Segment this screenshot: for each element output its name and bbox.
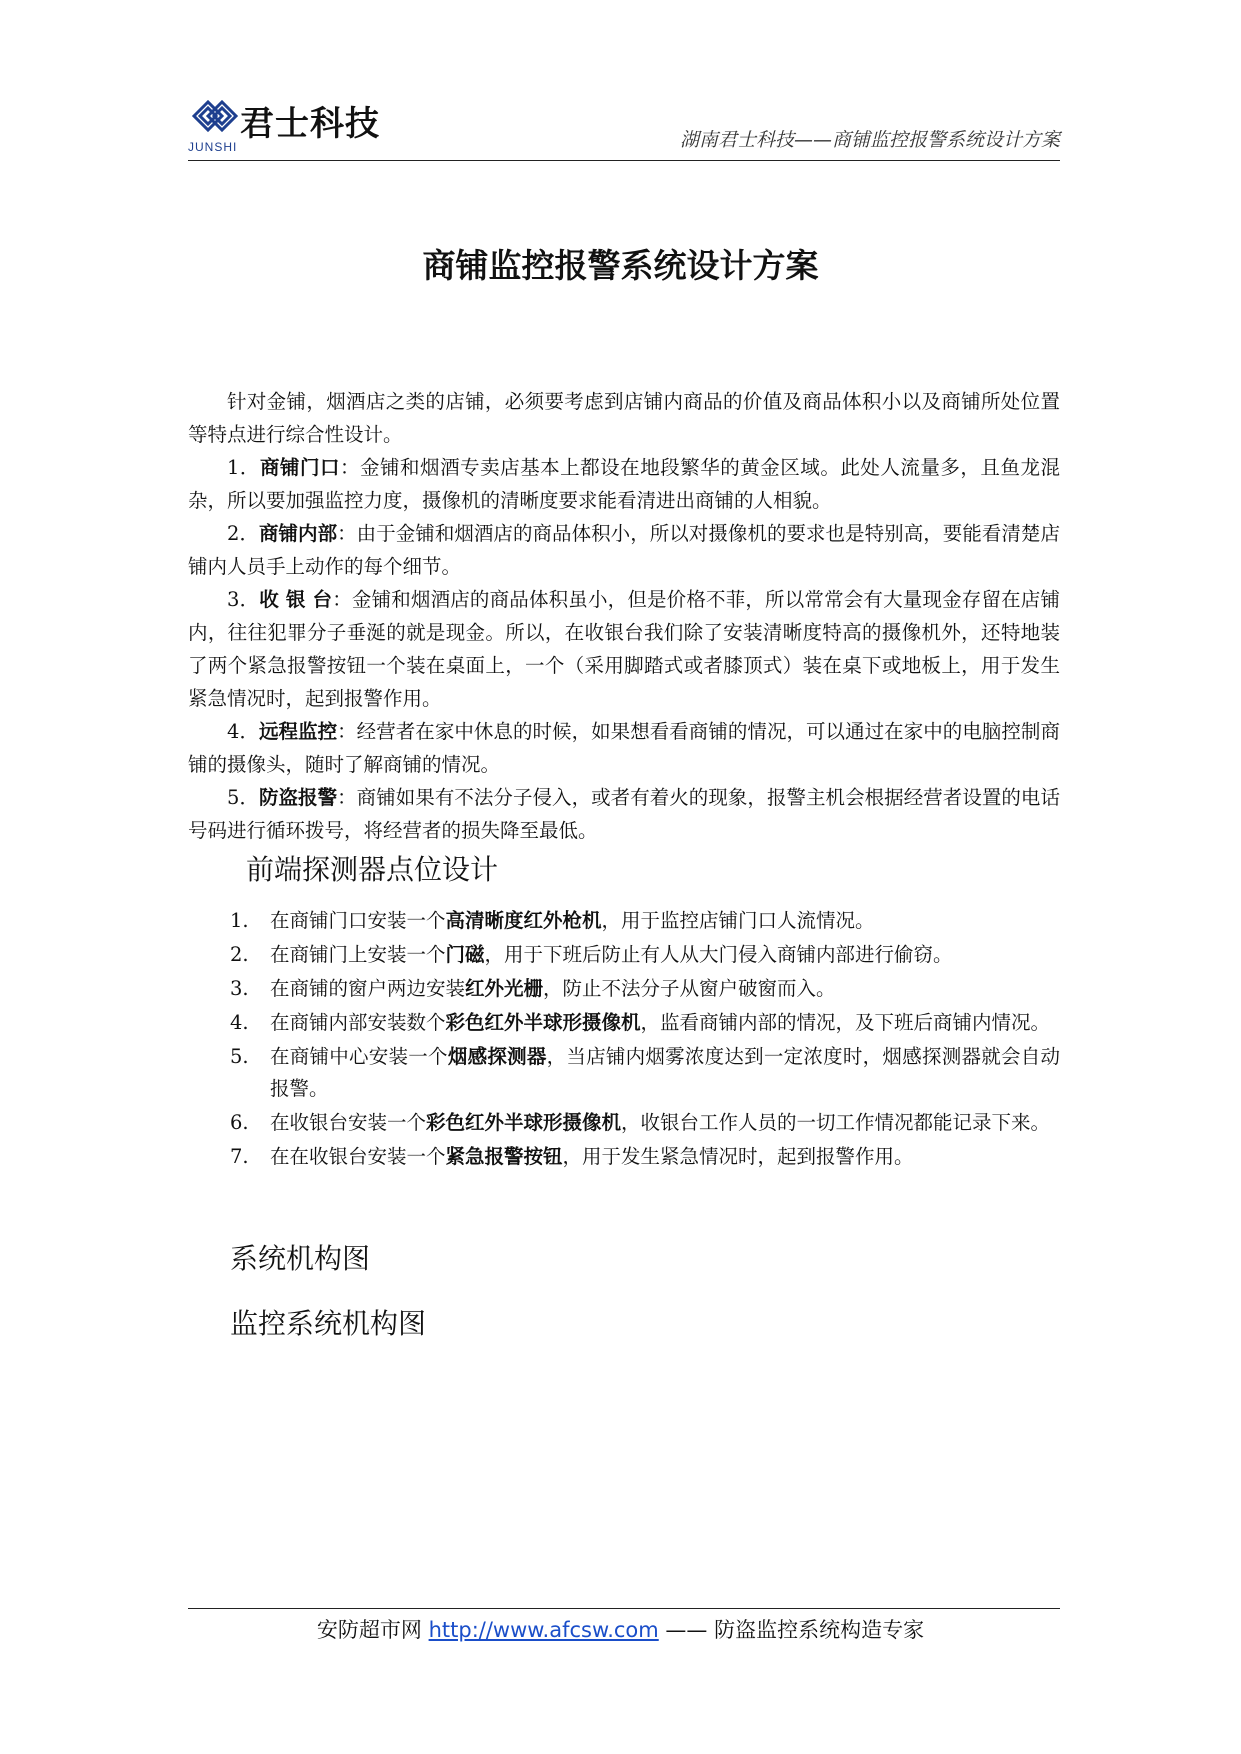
list-item-text: ，监看商铺内部的情况，及下班后商铺内情况。 [640, 1011, 1051, 1034]
feature-point [188, 451, 1060, 517]
list-item-number: 4. [230, 1011, 249, 1034]
list-item-text: ，收银台工作人员的一切工作情况都能记录下来。 [621, 1111, 1051, 1134]
list-item-number: 5. [230, 1045, 249, 1068]
feature-point-text: ：金铺和烟酒店的商品体积虽小，但是价格不菲，所以常常会有大量现金存留在店铺内，往往犯罪分子垂涎的就是现金。所以，在收银台我们除了安装清晰度特高的摄像机外，还特地装了两个紧急报警按钮一个装在桌面上，一个（采用脚踏式或者膝顶式）装在桌下或地板上，用于发生紧急情况时，起到报警作用。 [188, 588, 1060, 710]
footer-suffix: —— 防盗监控系统构造专家 [658, 1618, 925, 1642]
junshi-logo-icon [188, 92, 242, 142]
list-item [230, 905, 1060, 937]
list-item-device: 彩色红外半球形摄像机 [426, 1111, 622, 1134]
list-item-text: 在收银台安装一个 [270, 1111, 427, 1134]
feature-point-label: 商铺门口 [259, 456, 340, 479]
list-item-number: 2. [230, 943, 249, 966]
list-item-device: 烟感探测器 [447, 1045, 547, 1068]
intro-section [188, 385, 1060, 847]
logo-chinese-name: 君士科技 [240, 104, 380, 144]
feature-point [188, 583, 1060, 715]
list-item-text: 在在收银台安装一个 [270, 1145, 446, 1168]
feature-point [188, 715, 1060, 781]
list-item-device: 紧急报警按钮 [445, 1145, 563, 1168]
list-item-number: 1. [230, 909, 249, 932]
feature-points [188, 451, 1060, 847]
footer-link[interactable]: http://www.afcsw.com [428, 1618, 659, 1642]
section-heading-detectors: 前端探测器点位设计 [246, 853, 499, 886]
list-item-text: 在商铺门上安装一个 [270, 943, 446, 966]
list-item-text: 在商铺的窗户两边安装 [270, 977, 466, 1000]
section-heading-monitoring-diagram: 监控系统机构图 [230, 1307, 427, 1340]
company-logo [188, 92, 418, 156]
feature-point-label: 商铺内部 [258, 522, 338, 545]
list-item-text: ，用于发生紧急情况时，起到报警作用。 [562, 1145, 914, 1168]
feature-point-number: 2． [227, 522, 259, 545]
list-item-text: ，用于监控店铺门口人流情况。 [601, 909, 875, 932]
page-footer [0, 1614, 1241, 1644]
list-item-text: ，用于下班后防止有人从大门侵入商铺内部进行偷窃。 [484, 943, 953, 966]
list-item-text: ，防止不法分子从窗户破窗而入。 [543, 977, 836, 1000]
list-item [230, 1041, 1060, 1105]
feature-point [188, 781, 1060, 847]
feature-point-text: ：经营者在家中休息的时候，如果想看看商铺的情况，可以通过在家中的电脑控制商铺的摄像头，随时了解商铺的情况。 [188, 720, 1060, 776]
list-item-number: 7. [230, 1145, 249, 1168]
list-item-device: 高清晰度红外枪机 [445, 909, 602, 932]
section-heading-system-diagram: 系统机构图 [230, 1242, 371, 1275]
feature-point [188, 517, 1060, 583]
feature-point-label: 防盗报警 [258, 786, 338, 809]
footer-rule [188, 1608, 1060, 1609]
list-item-text: ，当店铺内烟雾浓度达到一定浓度时，烟感探测器就会自动报警。 [270, 1045, 1060, 1100]
list-item-device: 红外光栅 [465, 977, 544, 1000]
feature-point-text: ：由于金铺和烟酒店的商品体积小，所以对摄像机的要求也是特别高，要能看清楚店铺内人员手上动作的每个细节。 [188, 522, 1060, 578]
feature-point-number: 3． [227, 588, 260, 611]
feature-point-number: 4． [227, 720, 259, 743]
footer-prefix: 安防超市网 [316, 1618, 429, 1642]
feature-point-text: ：商铺如果有不法分子侵入，或者有着火的现象，报警主机会根据经营者设置的电话号码进行循环拨号，将经营者的损失降至最低。 [188, 786, 1060, 842]
feature-point-label: 收 银 台 [259, 588, 333, 611]
list-item-number: 3. [230, 977, 249, 1000]
list-item-device: 门磁 [445, 943, 485, 966]
feature-point-number: 1． [227, 456, 260, 479]
list-item [230, 973, 1060, 1005]
list-item-text: 在商铺门口安装一个 [270, 909, 446, 932]
list-item [230, 1007, 1060, 1039]
intro-paragraph: 针对金铺，烟酒店之类的店铺，必须要考虑到店铺内商品的价值及商品体积小以及商铺所处位置等特点进行综合性设计。 [188, 390, 1060, 446]
list-item [230, 1141, 1060, 1173]
detector-list [230, 905, 1060, 1175]
logo-english-name: JUNSHI [188, 140, 238, 154]
document-title: 商铺监控报警系统设计方案 [422, 246, 819, 285]
feature-point-text: ：金铺和烟酒专卖店基本上都设在地段繁华的黄金区域。此处人流量多，且鱼龙混杂，所以要加强监控力度，摄像机的清晰度要求能看清进出商铺的人相貌。 [188, 456, 1060, 512]
list-item [230, 1107, 1060, 1139]
feature-point-number: 5． [227, 786, 259, 809]
page-header [188, 88, 1060, 161]
list-item-number: 6. [230, 1111, 249, 1134]
feature-point-label: 远程监控 [258, 720, 338, 743]
list-item-text: 在商铺内部安装数个 [270, 1011, 446, 1034]
header-tagline: 湖南君士科技——商铺监控报警系统设计方案 [679, 129, 1060, 151]
list-item-device: 彩色红外半球形摄像机 [445, 1011, 641, 1034]
list-item [230, 939, 1060, 971]
list-item-text: 在商铺中心安装一个 [270, 1045, 448, 1068]
